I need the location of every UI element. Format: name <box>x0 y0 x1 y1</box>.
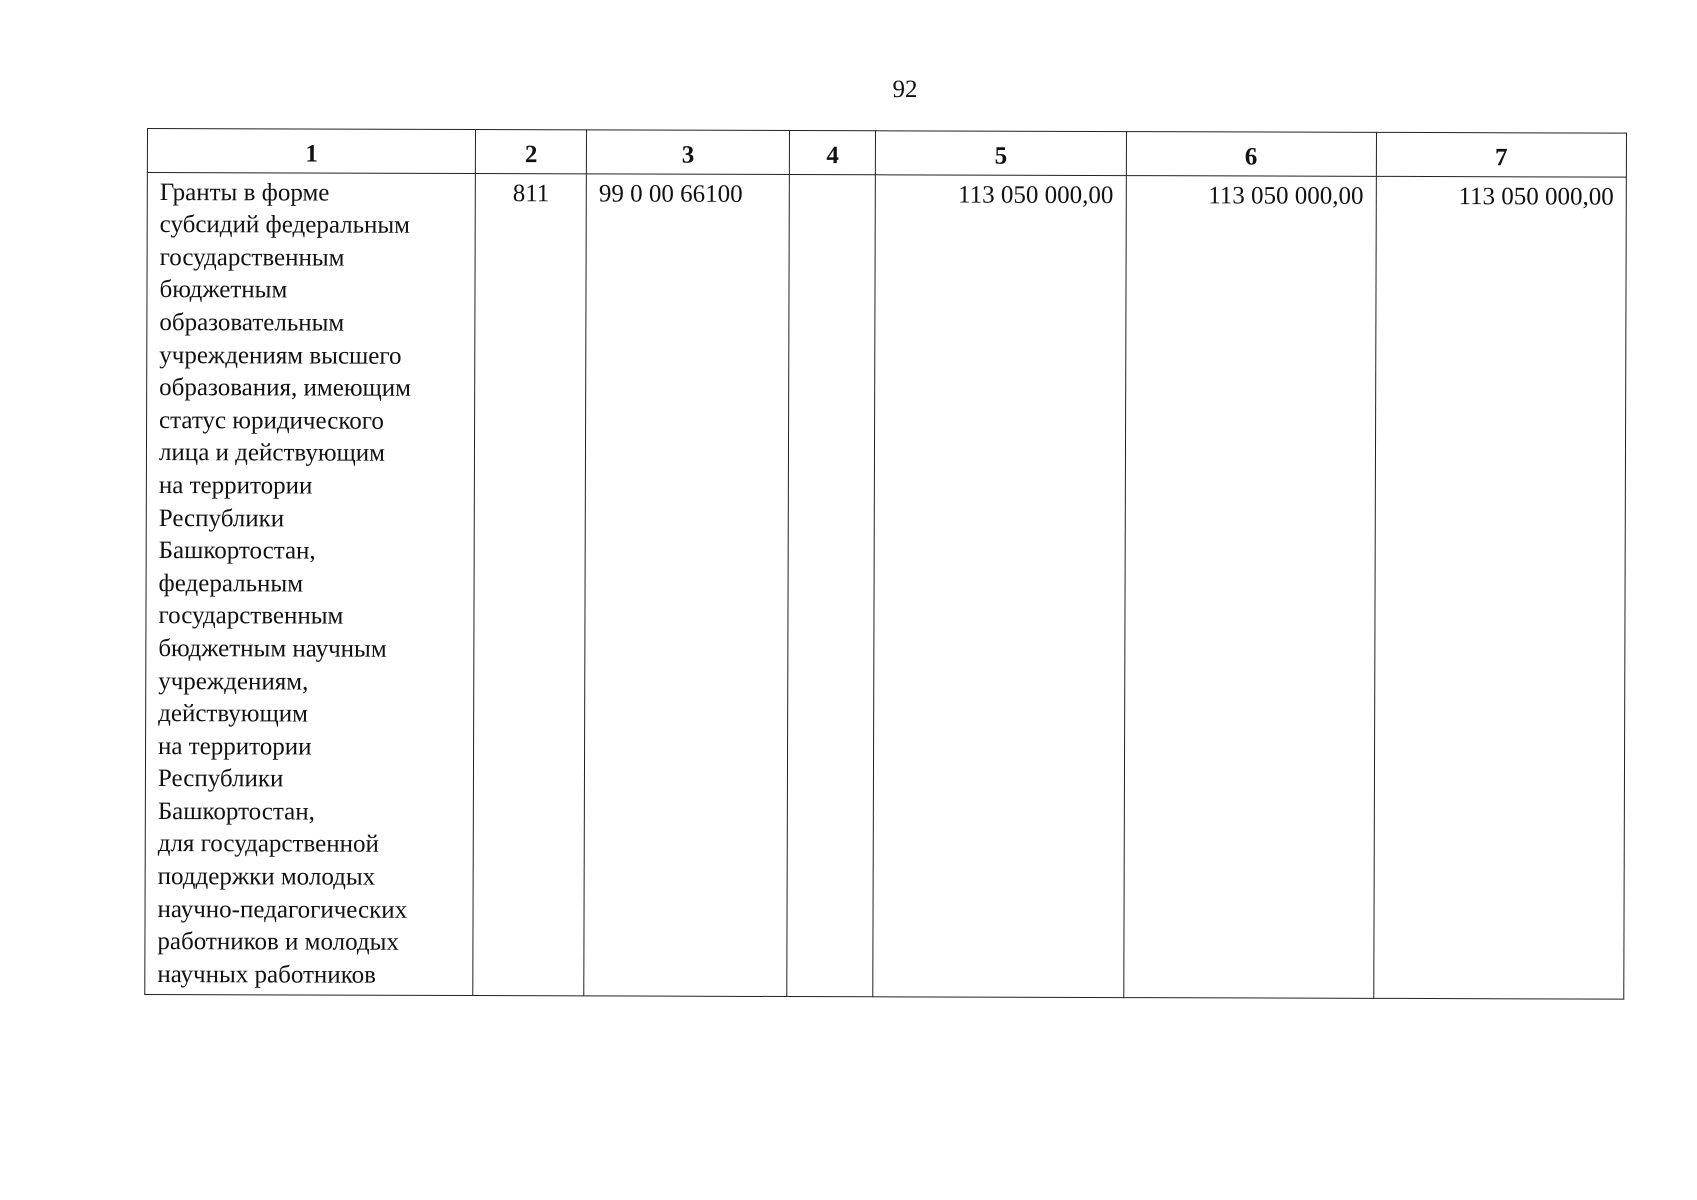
table-row <box>145 172 1627 999</box>
page-number: 92 <box>892 76 918 103</box>
column-header-6: 6 <box>1126 132 1376 176</box>
row-expense-type-cell <box>787 174 876 996</box>
column-header-1: 1 <box>147 129 476 174</box>
row-amount-2-cell: 113 050 000,00 <box>1123 175 1376 998</box>
column-header-2: 2 <box>476 130 587 174</box>
column-header-5: 5 <box>876 131 1126 175</box>
row-target-article-cell: 99 0 00 66100 <box>584 173 790 996</box>
table-header-row <box>147 129 1626 177</box>
row-name-cell: Гранты в форме субсидий федеральным государственным бюджетным образовательным учреждениям высшего образования, имеющим статус юридического лица и действующим на территории Республики Башкортостан, федеральным государственным бюджетным научным учреждениям, действующим на территории Республики Башкортостан, для государственной поддержки молодых научно-педагогических работников и молодых научных работников <box>145 172 476 995</box>
column-header-4: 4 <box>789 131 875 175</box>
row-amount-3-cell: 113 050 000,00 <box>1374 176 1627 999</box>
budget-table <box>144 128 1627 999</box>
column-header-7: 7 <box>1376 132 1626 176</box>
row-amount-1-cell: 113 050 000,00 <box>873 174 1126 997</box>
row-code-cell: 811 <box>473 173 586 995</box>
column-header-3: 3 <box>586 130 789 174</box>
